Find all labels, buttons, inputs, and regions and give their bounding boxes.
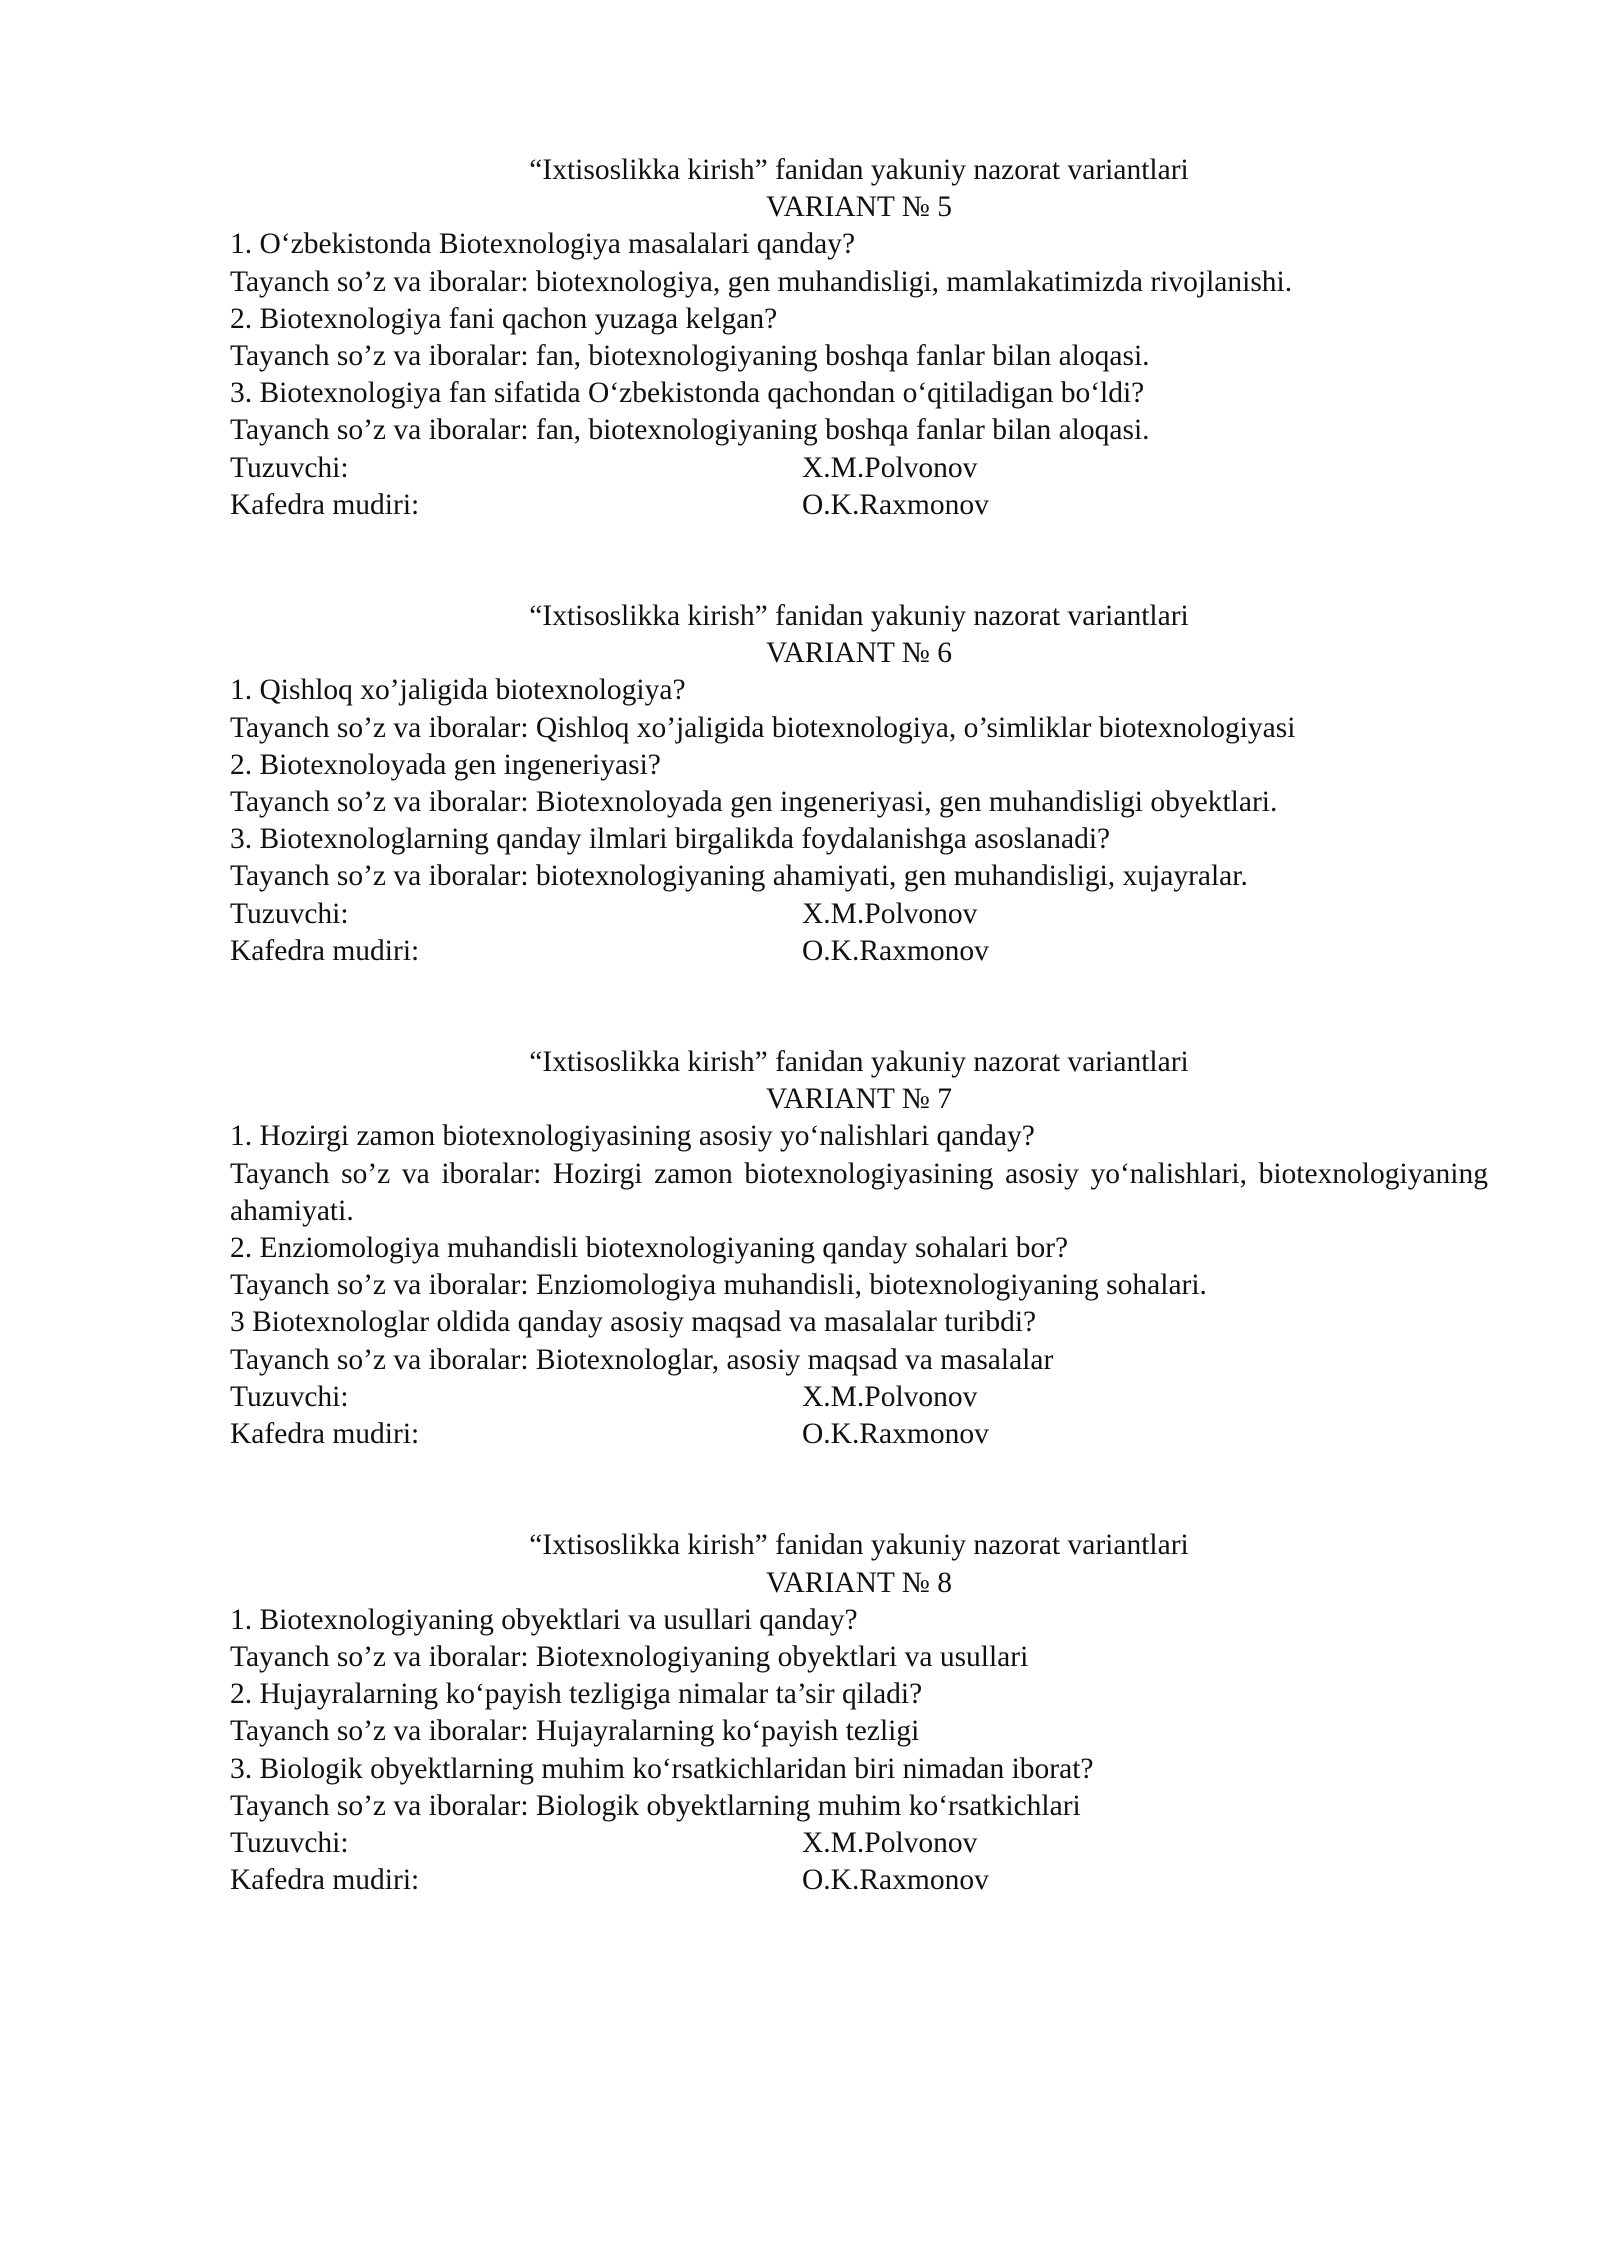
question-3: 3. Biotexnologlarning qanday ilmlari birgalikda foydalanishga asoslanadi? <box>230 823 1111 856</box>
keywords-3: Tayanch so’z va iboralar: Biologik obyektlarning muhim ko‘rsatkichlari <box>230 1789 1081 1822</box>
question-2: 2. Biotexnologiya fani qachon yuzaga kelgan? <box>230 302 778 335</box>
question-1: 1. O‘zbekistonda Biotexnologiya masalalari qanday? <box>230 228 856 261</box>
compiler-signature-row <box>230 1379 1488 1416</box>
keywords-2: Tayanch so’z va iboralar: fan, biotexnologiyaning boshqa fanlar bilan aloqasi. <box>230 340 1150 373</box>
variant-title: “Ixtisoslikka kirish” fanidan yakuniy nazorat variantlari <box>529 154 1189 186</box>
head-name: O.K.Raxmonov <box>802 934 989 967</box>
variant-block-7 <box>230 1044 1488 1453</box>
head-signature-row <box>230 933 1488 970</box>
keywords-1: Tayanch so’z va iboralar: Hozirgi zamon biotexnologiyasining asosiy yo‘nalishlari, biotexnologiyaning ahamiyati. <box>230 1157 1488 1227</box>
variant-number: VARIANT № 5 <box>765 191 953 224</box>
variant-number: VARIANT № 6 <box>765 637 953 670</box>
question-3: 3. Biologik obyektlarning muhim ko‘rsatkichlaridan biri nimadan iborat? <box>230 1752 1094 1785</box>
compiler-name: X.M.Polvonov <box>802 451 978 484</box>
compiler-label: Tuzuvchi: <box>230 897 349 930</box>
variant-title: “Ixtisoslikka kirish” fanidan yakuniy nazorat variantlari <box>529 1529 1189 1562</box>
question-1: 1. Hozirgi zamon biotexnologiyasining asosiy yo‘nalishlari qanday? <box>230 1120 1035 1153</box>
head-name: O.K.Raxmonov <box>802 1418 989 1451</box>
variant-number: VARIANT № 8 <box>765 1566 953 1599</box>
head-label: Kafedra mudiri: <box>230 488 420 521</box>
head-signature-row <box>230 1862 1488 1899</box>
compiler-signature-row <box>230 1825 1488 1862</box>
head-label: Kafedra mudiri: <box>230 1864 420 1897</box>
keywords-1: Tayanch so’z va iboralar: biotexnologiya, gen muhandisligi, mamlakatimizda rivojlanishi. <box>230 265 1293 298</box>
keywords-2: Tayanch so’z va iboralar: Biotexnoloyada gen ingeneriyasi, gen muhandisligi obyektlari. <box>230 786 1278 819</box>
keywords-1: Tayanch so’z va iboralar: Biotexnologiyaning obyektlari va usullari <box>230 1640 1029 1673</box>
head-label: Kafedra mudiri: <box>230 1418 420 1451</box>
question-3: 3. Biotexnologiya fan sifatida O‘zbekistonda qachondan o‘qitiladigan bo‘ldi? <box>230 377 1145 410</box>
question-2: 2. Enziomologiya muhandisli biotexnologiyaning qanday sohalari bor? <box>230 1232 1069 1265</box>
compiler-name: X.M.Polvonov <box>802 897 978 930</box>
head-name: O.K.Raxmonov <box>802 488 989 521</box>
head-signature-row <box>230 1416 1488 1453</box>
keywords-1: Tayanch so’z va iboralar: Qishloq xo’jaligida biotexnologiya, o’simliklar biotexnologiyasi <box>230 711 1296 744</box>
keywords-2: Tayanch so’z va iboralar: Enziomologiya muhandisli, biotexnologiyaning sohalari. <box>230 1269 1207 1302</box>
variant-block-8 <box>230 1527 1488 1899</box>
compiler-label: Tuzuvchi: <box>230 451 349 484</box>
head-name: O.K.Raxmonov <box>802 1864 989 1897</box>
head-label: Kafedra mudiri: <box>230 934 420 967</box>
question-2: 2. Hujayralarning ko‘payish tezligiga nimalar ta’sir qiladi? <box>230 1678 923 1711</box>
document-page <box>230 152 1488 1899</box>
compiler-label: Tuzuvchi: <box>230 1826 349 1859</box>
compiler-signature-row <box>230 896 1488 933</box>
variant-number: VARIANT № 7 <box>765 1083 953 1116</box>
variant-block-5 <box>230 152 1488 524</box>
question-1: 1. Qishloq xo’jaligida biotexnologiya? <box>230 674 686 707</box>
variant-block-6 <box>230 598 1488 970</box>
keywords-3: Tayanch so’z va iboralar: Biotexnologlar, asosiy maqsad va masalalar <box>230 1343 1054 1376</box>
keywords-2: Tayanch so’z va iboralar: Hujayralarning ko‘payish tezligi <box>230 1715 920 1748</box>
question-2: 2. Biotexnoloyada gen ingeneriyasi? <box>230 748 661 781</box>
question-3: 3 Biotexnologlar oldida qanday asosiy maqsad va masalalar turibdi? <box>230 1306 1037 1339</box>
keywords-3: Tayanch so’z va iboralar: biotexnologiyaning ahamiyati, gen muhandisligi, xujayralar. <box>230 860 1248 893</box>
compiler-signature-row <box>230 450 1488 487</box>
head-signature-row <box>230 487 1488 524</box>
question-1: 1. Biotexnologiyaning obyektlari va usullari qanday? <box>230 1603 858 1636</box>
variant-title: “Ixtisoslikka kirish” fanidan yakuniy nazorat variantlari <box>529 1046 1189 1079</box>
variant-title: “Ixtisoslikka kirish” fanidan yakuniy nazorat variantlari <box>529 600 1189 633</box>
keywords-3: Tayanch so’z va iboralar: fan, biotexnologiyaning boshqa fanlar bilan aloqasi. <box>230 414 1150 447</box>
compiler-name: X.M.Polvonov <box>802 1826 978 1859</box>
compiler-name: X.M.Polvonov <box>802 1380 978 1413</box>
compiler-label: Tuzuvchi: <box>230 1380 349 1413</box>
